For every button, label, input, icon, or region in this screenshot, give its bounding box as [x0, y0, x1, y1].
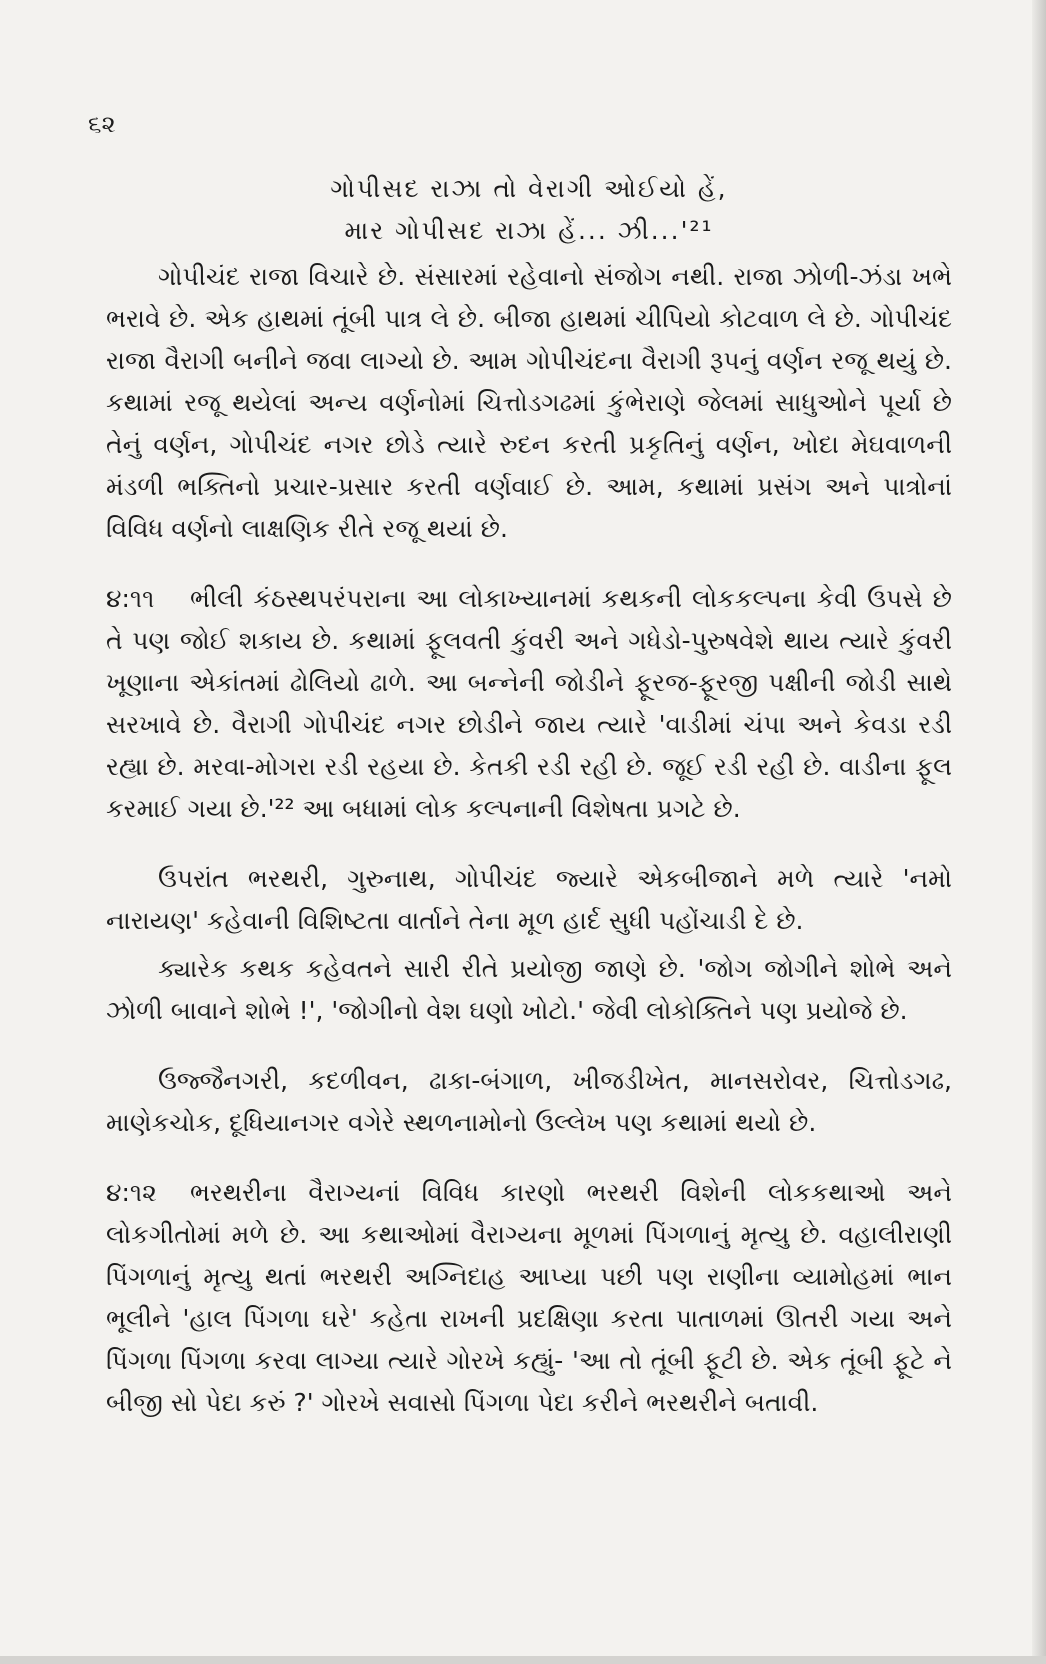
- paragraph-text: ઉપરાંત ભરથરી, ગુરુનાથ, ગોપીચંદ જ્યારે એકબીજાને મળે ત્યારે 'નમો નારાયણ' કહેવાની વિશિષ્ટતા વાર્તાને તેના મૂળ હાર્દ સુધી પહોંચાડી દે છે.: [106, 864, 952, 935]
- paragraph: [106, 1060, 952, 1144]
- paragraph: [106, 858, 952, 942]
- paragraph-text: ઉજ્જૈનગરી, કદળીવન, ઢાકા-બંગાળ, ખીજડીખેત, માનસરોવર, ચિત્તોડગઢ, માણેકચોક, દૂધિયાનગર વગેરે સ્થળનામોનો ઉલ્લેખ પણ કથામાં થયો છે.: [106, 1066, 952, 1137]
- paragraph-text: ક્યારેક કથક કહેવતને સારી રીતે પ્રયોજી જાણે છે. 'જોગ જોગીને શોભે અને ઝોળી બાવાને શોભે !', 'જોગીનો વેશ ઘણો ખોટો.' જેવી લોકોક્તિને પણ પ્રયોજે છે.: [106, 954, 952, 1025]
- page-content: [106, 168, 952, 1424]
- paragraph-text: ગોપીચંદ રાજા વિચારે છે. સંસારમાં રહેવાનો સંજોગ નથી. રાજા ઝોળી-ઝંડા ખભે ભરાવે છે. એક હાથમાં તૂંબી પાત્ર લે છે. બીજા હાથમાં ચીપિયો કોટવાળ લે છે. ગોપીચંદ રાજા વૈરાગી બનીને જવા લાગ્યો છે. આમ ગોપીચંદના વૈરાગી રૂપનું વર્ણન રજૂ થયું છે. કથામાં રજૂ થયેલાં અન્ય વર્ણનોમાં ચિત્તોડગઢમાં કુંભેરાણે જેલમાં સાધુઓને પૂર્યા છે તેનું વર્ણન, ગોપીચંદ નગર છોડે ત્યારે રુદન કરતી પ્રકૃતિનું વર્ણન, ખોદા મેઘવાળની મંડળી ભક્તિનો પ્રચાર-પ્રસાર કરતી વર્ણવાઈ છે. આમ, કથામાં પ્રસંગ અને પાત્રોનાં વિવિધ વર્ણનો લાક્ષણિક રીતે રજૂ થયાં છે.: [106, 262, 952, 543]
- page-edge-bottom: [0, 1656, 1046, 1664]
- verse-line: માર ગોપીસદ રાઝા હેં... ઝી...'²¹: [344, 216, 714, 245]
- paragraph-section-4-12: [106, 1172, 952, 1424]
- page-number: ૬૨: [88, 110, 116, 138]
- verse-block: [106, 168, 952, 252]
- verse-line: ગોપીસદ રાઝા તો વેરાગી ઓઈયો હેં,: [330, 174, 728, 203]
- paragraph-text: ભીલી કંઠસ્થપરંપરાના આ લોકાખ્યાનમાં કથકની લોકકલ્પના કેવી ઉપસે છે તે પણ જોઈ શકાય છે. કથામાં ફૂલવતી કુંવરી અને ગધેડો-પુરુષવેશે થાય ત્યારે કુંવરી ખૂણાના એકાંતમાં ઢોલિયો ઢાળે. આ બન્નેની જોડીને ફૂરજ-ફૂરજી પક્ષીની જોડી સાથે સરખાવે છે. વૈરાગી ગોપીચંદ નગર છોડીને જાય ત્યારે 'વાડીમાં ચંપા અને કેવડા રડી રહ્યા છે. મરવા-મોગરા રડી રહયા છે. કેતકી રડી રહી છે. જૂઈ રડી રહી છે. વાડીના ફૂલ કરમાઈ ગયા છે.'²² આ બધામાં લોક કલ્પનાની વિશેષતા પ્રગટે છે.: [106, 584, 952, 823]
- section-number: ૪:૧૧: [106, 584, 155, 613]
- paragraph: [106, 256, 952, 550]
- section-number: ૪:૧૨: [106, 1178, 157, 1207]
- page-edge: [1032, 0, 1046, 1664]
- paragraph-text: ભરથરીના વૈરાગ્યનાં વિવિધ કારણો ભરથરી વિશેની લોકકથાઓ અને લોકગીતોમાં મળે છે. આ કથાઓમાં વૈરાગ્યના મૂળમાં પિંગળાનું મૃત્યુ છે. વહાલીરાણી પિંગળાનું મૃત્યુ થતાં ભરથરી અગ્નિદાહ આપ્યા પછી પણ રાણીના વ્યામોહમાં ભાન ભૂલીને 'હાલ પિંગળા ઘરે' કહેતા રાખની પ્રદક્ષિણા કરતા પાતાળમાં ઊતરી ગયા અને પિંગળા પિંગળા કરવા લાગ્યા ત્યારે ગોરખે કહ્યું- 'આ તો તૂંબી ફૂટી છે. એક તૂંબી ફૂટે ને બીજી સો પેદા કરું ?' ગોરખે સવાસો પિંગળા પેદા કરીને ભરથરીને બતાવી.: [106, 1178, 952, 1417]
- paragraph: [106, 948, 952, 1032]
- paragraph-section-4-11: [106, 578, 952, 830]
